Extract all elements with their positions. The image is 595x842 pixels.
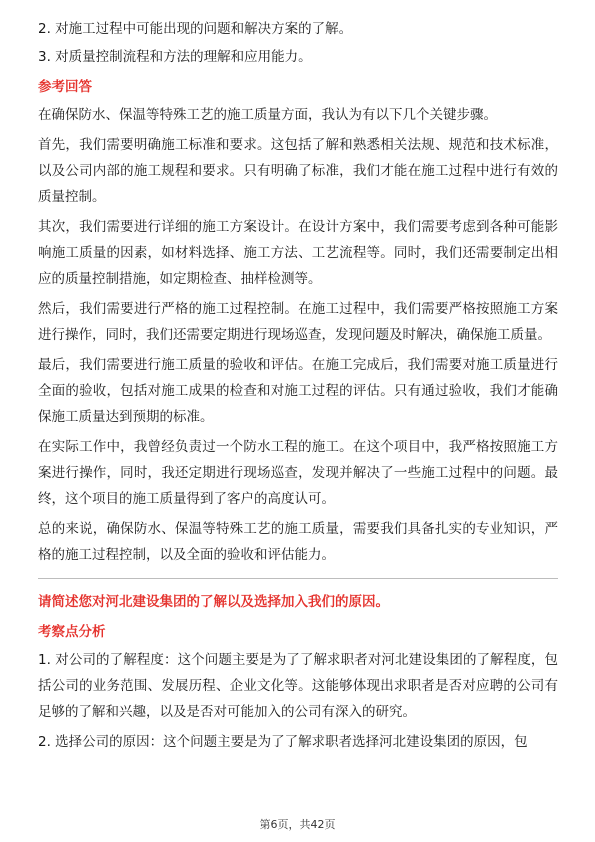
assessment-point-2: 2. 对施工过程中可能出现的问题和解决方案的了解。	[38, 21, 353, 37]
assessment-point-3: 3. 对质量控制流程和方法的理解和应用能力。	[38, 49, 312, 65]
question-title: 请简述您对河北建设集团的了解以及选择加入我们的原因。	[38, 594, 389, 610]
page-content	[38, 14, 558, 759]
answer-paragraph: 最后，我们需要进行施工质量的验收和评估。在施工完成后，我们需要对施工质量进行全面的验收，包括对施工成果的检查和对施工过程的评估。只有通过验收，我们才能确保施工质量达到预期的标准。	[38, 357, 558, 425]
answer-paragraph: 在确保防水、保温等特殊工艺的施工质量方面，我认为有以下几个关键步骤。	[38, 107, 497, 123]
answer-paragraph: 然后，我们需要进行严格的施工过程控制。在施工过程中，我们需要严格按照施工方案进行操作，同时，我们还需要定期进行现场巡查，发现问题及时解决，确保施工质量。	[38, 301, 558, 343]
analysis-paragraph: 2. 选择公司的原因：这个问题主要是为了了解求职者选择河北建设集团的原因，包	[38, 734, 528, 750]
answer-paragraph: 其次，我们需要进行详细的施工方案设计。在设计方案中，我们需要考虑到各种可能影响施工质量的因素，如材料选择、施工方法、工艺流程等。同时，我们还需要制定出相应的质量控制措施，如定期检查、抽样检测等。	[38, 219, 558, 287]
answer-paragraph: 首先，我们需要明确施工标准和要求。这包括了解和熟悉相关法规、规范和技术标准，以及公司内部的施工规程和要求。只有明确了标准，我们才能在施工过程中进行有效的质量控制。	[38, 137, 558, 205]
analysis-heading: 考察点分析	[38, 624, 106, 640]
page-number: 第6页，共42页	[259, 818, 336, 831]
analysis-paragraph: 1. 对公司的了解程度：这个问题主要是为了了解求职者对河北建设集团的了解程度，包括公司的业务范围、发展历程、企业文化等。这能够体现出求职者是否对应聘的公司有足够的了解和兴趣，以及是否对可能加入的公司有深入的研究。	[38, 652, 558, 720]
answer-paragraph: 在实际工作中，我曾经负责过一个防水工程的施工。在这个项目中，我严格按照施工方案进行操作，同时，我还定期进行现场巡查，发现并解决了一些施工过程中的问题。最终，这个项目的施工质量得到了客户的高度认可。	[38, 439, 558, 507]
section-divider	[38, 578, 558, 579]
reference-answer-heading: 参考回答	[38, 79, 92, 95]
answer-paragraph: 总的来说，确保防水、保温等特殊工艺的施工质量，需要我们具备扎实的专业知识，严格的施工过程控制，以及全面的验收和评估能力。	[38, 521, 558, 563]
